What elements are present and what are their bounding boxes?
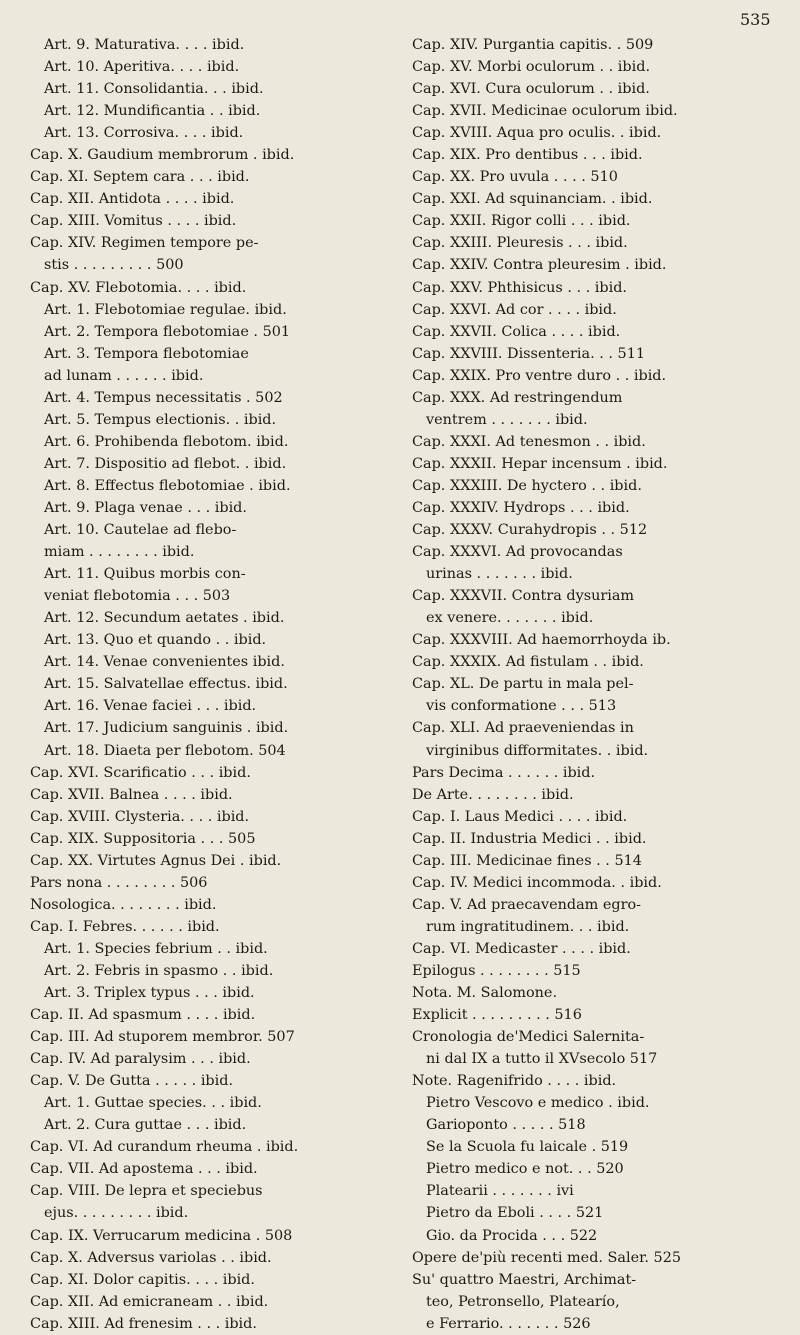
- index-entry: Cap. III. Medicinae fines . . 514: [412, 852, 642, 869]
- index-entry: Cap. XIV. Purgantia capitis. . 509: [412, 37, 654, 53]
- index-entry: Art. 3. Tempora flebotomiae: [44, 345, 249, 362]
- page-number: 535: [740, 10, 771, 29]
- index-entry: Cap. XVI. Scarificatio . . . ibid.: [30, 764, 251, 781]
- index-entry: Cap. IV. Medici incommoda. . ibid.: [412, 874, 662, 891]
- index-entry: Art. 15. Salvatellae effectus. ibid.: [44, 676, 288, 693]
- left-column-index: [30, 34, 385, 1335]
- index-entry: Art. 16. Venae faciei . . . ibid.: [44, 698, 257, 715]
- index-entry: Platearii . . . . . . . ivi: [426, 1183, 574, 1200]
- index-entry: Cap. III. Ad stuporem membror. 507: [30, 1029, 295, 1046]
- index-entry: Cap. XXIX. Pro ventre duro . . ibid.: [412, 367, 667, 384]
- index-entry: Cap. I. Febres. . . . . . ibid.: [30, 918, 220, 935]
- index-entry: Cap. XX. Pro uvula . . . . 510: [412, 169, 618, 186]
- index-entry: Cap. XX. Virtutes Agnus Dei . ibid.: [30, 852, 282, 869]
- index-entry: Su' quattro Maestri, Archimat-: [412, 1271, 637, 1288]
- index-entry: Cap. II. Ad spasmum . . . . ibid.: [30, 1007, 256, 1024]
- index-entry: Art. 13. Corrosiva. . . . ibid.: [44, 125, 244, 142]
- index-entry: Pietro da Eboli . . . . 521: [426, 1205, 604, 1222]
- index-entry: Cap. XXXVIII. Ad haemorrhoyda ib.: [412, 632, 671, 649]
- index-entry: Art. 3. Triplex typus . . . ibid.: [44, 985, 255, 1002]
- index-entry: Art. 2. Tempora flebotomiae . 501: [44, 323, 291, 340]
- index-entry: Art. 11. Consolidantia. . . ibid.: [44, 81, 264, 98]
- index-entry: Art. 2. Cura guttae . . . ibid.: [44, 1117, 247, 1134]
- index-entry: Pietro Vescovo e medico . ibid.: [426, 1095, 650, 1112]
- index-entry: Nosologica. . . . . . . . ibid.: [30, 896, 217, 913]
- index-entry: Epilogus . . . . . . . . 515: [412, 962, 581, 979]
- index-entry: Cap. XVIII. Aqua pro oculis. . ibid.: [412, 125, 662, 142]
- index-entry: Art. 10. Aperitiva. . . . ibid.: [44, 59, 240, 76]
- index-entry: Art. 1. Flebotomiae regulae. ibid.: [44, 301, 287, 318]
- index-entry: Gio. da Procida . . . 522: [426, 1227, 598, 1244]
- index-entry: Cap. XII. Ad emicraneam . . ibid.: [30, 1293, 269, 1310]
- index-entry: Art. 13. Quo et quando . . ibid.: [44, 632, 267, 649]
- index-entry: Pars Decima . . . . . . ibid.: [412, 764, 596, 781]
- index-entry: ex venere. . . . . . . ibid.: [426, 610, 594, 627]
- index-entry: Cap. XXXVI. Ad provocandas: [412, 544, 623, 561]
- index-entry: Cap. XIV. Regimen tempore pe-: [30, 235, 259, 252]
- index-entry: Cap. XXI. Ad squinanciam. . ibid.: [412, 191, 653, 208]
- index-entry: Cap. V. De Gutta . . . . . ibid.: [30, 1073, 234, 1090]
- index-entry: Art. 9. Maturativa. . . . ibid.: [44, 37, 245, 53]
- index-entry: Art. 8. Effectus flebotomiae . ibid.: [44, 477, 291, 494]
- index-entry: teo, Petronsello, Platearío,: [426, 1293, 620, 1310]
- index-entry: Cronologia de'Medici Salernita-: [412, 1029, 645, 1046]
- index-entry: Cap. XVII. Balnea . . . . ibid.: [30, 786, 233, 803]
- index-entry: Cap. II. Industria Medici . . ibid.: [412, 830, 647, 847]
- index-entry: Cap. XI. Septem cara . . . ibid.: [30, 169, 250, 186]
- index-entry: Se la Scuola fu laicale . 519: [426, 1139, 629, 1156]
- index-entry: Cap. VI. Ad curandum rheuma . ibid.: [30, 1139, 299, 1156]
- index-entry: Cap. VII. Ad apostema . . . ibid.: [30, 1161, 258, 1178]
- index-entry: Art. 18. Diaeta per flebotom. 504: [44, 742, 286, 759]
- index-entry: Cap. XXXIII. De hyctero . . ibid.: [412, 477, 642, 494]
- index-entry: e Ferrario. . . . . . . 526: [426, 1315, 591, 1332]
- index-entry: urinas . . . . . . . ibid.: [426, 566, 573, 583]
- index-entry: Art. 14. Venae convenientes ibid.: [44, 654, 285, 671]
- index-entry: Cap. I. Laus Medici . . . . ibid.: [412, 808, 628, 825]
- index-entry: Cap. XXXIV. Hydrops . . . ibid.: [412, 499, 630, 516]
- index-entry: vis conformatione . . . 513: [426, 698, 617, 715]
- index-entry: Cap. IX. Verrucarum medicina . 508: [30, 1227, 293, 1244]
- index-entry: virginibus difformitates. . ibid.: [426, 742, 649, 759]
- index-entry: Cap. XXXIX. Ad fistulam . . ibid.: [412, 654, 644, 671]
- index-entry: Cap. V. Ad praecavendam egro-: [412, 896, 642, 913]
- index-entry: Note. Ragenifrido . . . . ibid.: [412, 1073, 617, 1090]
- index-entry: Cap. X. Gaudium membrorum . ibid.: [30, 147, 295, 164]
- index-entry: stis . . . . . . . . . 500: [44, 257, 184, 274]
- index-entry: Pietro medico e not. . . 520: [426, 1161, 624, 1178]
- index-entry: Cap. XVIII. Clysteria. . . . ibid.: [30, 808, 250, 825]
- index-entry: Cap. XXXV. Curahydropis . . 512: [412, 522, 648, 539]
- index-entry: Art. 1. Guttae species. . . ibid.: [44, 1095, 262, 1112]
- index-entry: Opere de'più recenti med. Saler. 525: [412, 1249, 682, 1266]
- index-entry: Cap. XIX. Pro dentibus . . . ibid.: [412, 147, 643, 164]
- index-entry: Cap. X. Adversus variolas . . ibid.: [30, 1249, 272, 1266]
- index-entry: Art. 7. Dispositio ad flebot. . ibid.: [44, 455, 287, 472]
- index-entry: veniat flebotomia . . . 503: [44, 588, 231, 605]
- index-entry: Cap. XV. Morbi oculorum . . ibid.: [412, 59, 651, 76]
- index-entry: Art. 4. Tempus necessitatis . 502: [44, 389, 283, 406]
- index-entry: Cap. XVI. Cura oculorum . . ibid.: [412, 81, 650, 98]
- index-entry: Art. 5. Tempus electionis. . ibid.: [44, 411, 277, 428]
- index-entry: Cap. VIII. De lepra et speciebus: [30, 1183, 263, 1200]
- index-entry: Cap. IV. Ad paralysim . . . ibid.: [30, 1051, 251, 1068]
- index-entry: Cap. XL. De partu in mala pel-: [412, 676, 634, 693]
- index-entry: Garioponto . . . . . 518: [426, 1117, 586, 1134]
- index-entry: Art. 12. Secundum aetates . ibid.: [44, 610, 285, 627]
- index-entry: Cap. XXII. Rigor colli . . . ibid.: [412, 213, 631, 230]
- index-entry: Art. 17. Judicium sanguinis . ibid.: [44, 720, 289, 737]
- index-entry: Cap. XIX. Suppositoria . . . 505: [30, 830, 256, 847]
- index-entry: Cap. XXV. Phthisicus . . . ibid.: [412, 279, 627, 296]
- index-entry: Cap. XXVIII. Dissenteria. . . 511: [412, 345, 646, 362]
- index-entry: ventrem . . . . . . . ibid.: [426, 411, 588, 428]
- index-entry: Cap. XI. Dolor capitis. . . . ibid.: [30, 1271, 255, 1288]
- index-entry: Cap. XXXI. Ad tenesmon . . ibid.: [412, 433, 646, 450]
- index-entry: Cap. XIII. Ad frenesim . . . ibid.: [30, 1315, 257, 1332]
- index-entry: Cap. XXIV. Contra pleuresim . ibid.: [412, 257, 667, 274]
- index-entry: Cap. XXX. Ad restringendum: [412, 389, 623, 406]
- index-entry: Art. 10. Cautelae ad flebo-: [44, 522, 237, 539]
- index-entry: Cap. XXVII. Colica . . . . ibid.: [412, 323, 621, 340]
- index-entry: Art. 2. Febris in spasmo . . ibid.: [44, 962, 274, 979]
- right-column-index: [412, 34, 784, 1335]
- index-entry: Cap. XXXII. Hepar incensum . ibid.: [412, 455, 668, 472]
- index-entry: ad lunam . . . . . . ibid.: [44, 367, 204, 384]
- index-entry: Cap. XXXVII. Contra dysuriam: [412, 588, 635, 605]
- index-entry: Nota. M. Salomone.: [412, 985, 558, 1002]
- index-entry: Cap. XII. Antidota . . . . ibid.: [30, 191, 235, 208]
- index-entry: Art. 6. Prohibenda flebotom. ibid.: [44, 433, 289, 450]
- index-entry: De Arte. . . . . . . . ibid.: [412, 786, 574, 803]
- index-entry: Art. 9. Plaga venae . . . ibid.: [44, 499, 247, 516]
- index-entry: Cap. XXIII. Pleuresis . . . ibid.: [412, 235, 628, 252]
- index-entry: Art. 1. Species febrium . . ibid.: [44, 940, 268, 957]
- index-entry: Cap. XVII. Medicinae oculorum ibid.: [412, 103, 678, 120]
- index-entry: Cap. XLI. Ad praeveniendas in: [412, 720, 634, 737]
- index-entry: rum ingratitudinem. . . ibid.: [426, 918, 630, 935]
- index-entry: ni dal IX a tutto il XVsecolo 517: [426, 1051, 658, 1068]
- index-entry: Cap. VI. Medicaster . . . . ibid.: [412, 940, 631, 957]
- index-entry: Cap. XV. Flebotomia. . . . ibid.: [30, 279, 247, 296]
- index-entry: Art. 12. Mundificantia . . ibid.: [44, 103, 261, 120]
- index-entry: Cap. XXVI. Ad cor . . . . ibid.: [412, 301, 617, 318]
- index-entry: Pars nona . . . . . . . . 506: [30, 874, 208, 891]
- index-entry: Art. 11. Quibus morbis con-: [44, 566, 246, 583]
- index-entry: ejus. . . . . . . . . ibid.: [44, 1205, 189, 1222]
- index-entry: Explicit . . . . . . . . . 516: [412, 1007, 582, 1024]
- index-entry: Cap. XIII. Vomitus . . . . ibid.: [30, 213, 237, 230]
- index-entry: miam . . . . . . . . ibid.: [44, 544, 195, 561]
